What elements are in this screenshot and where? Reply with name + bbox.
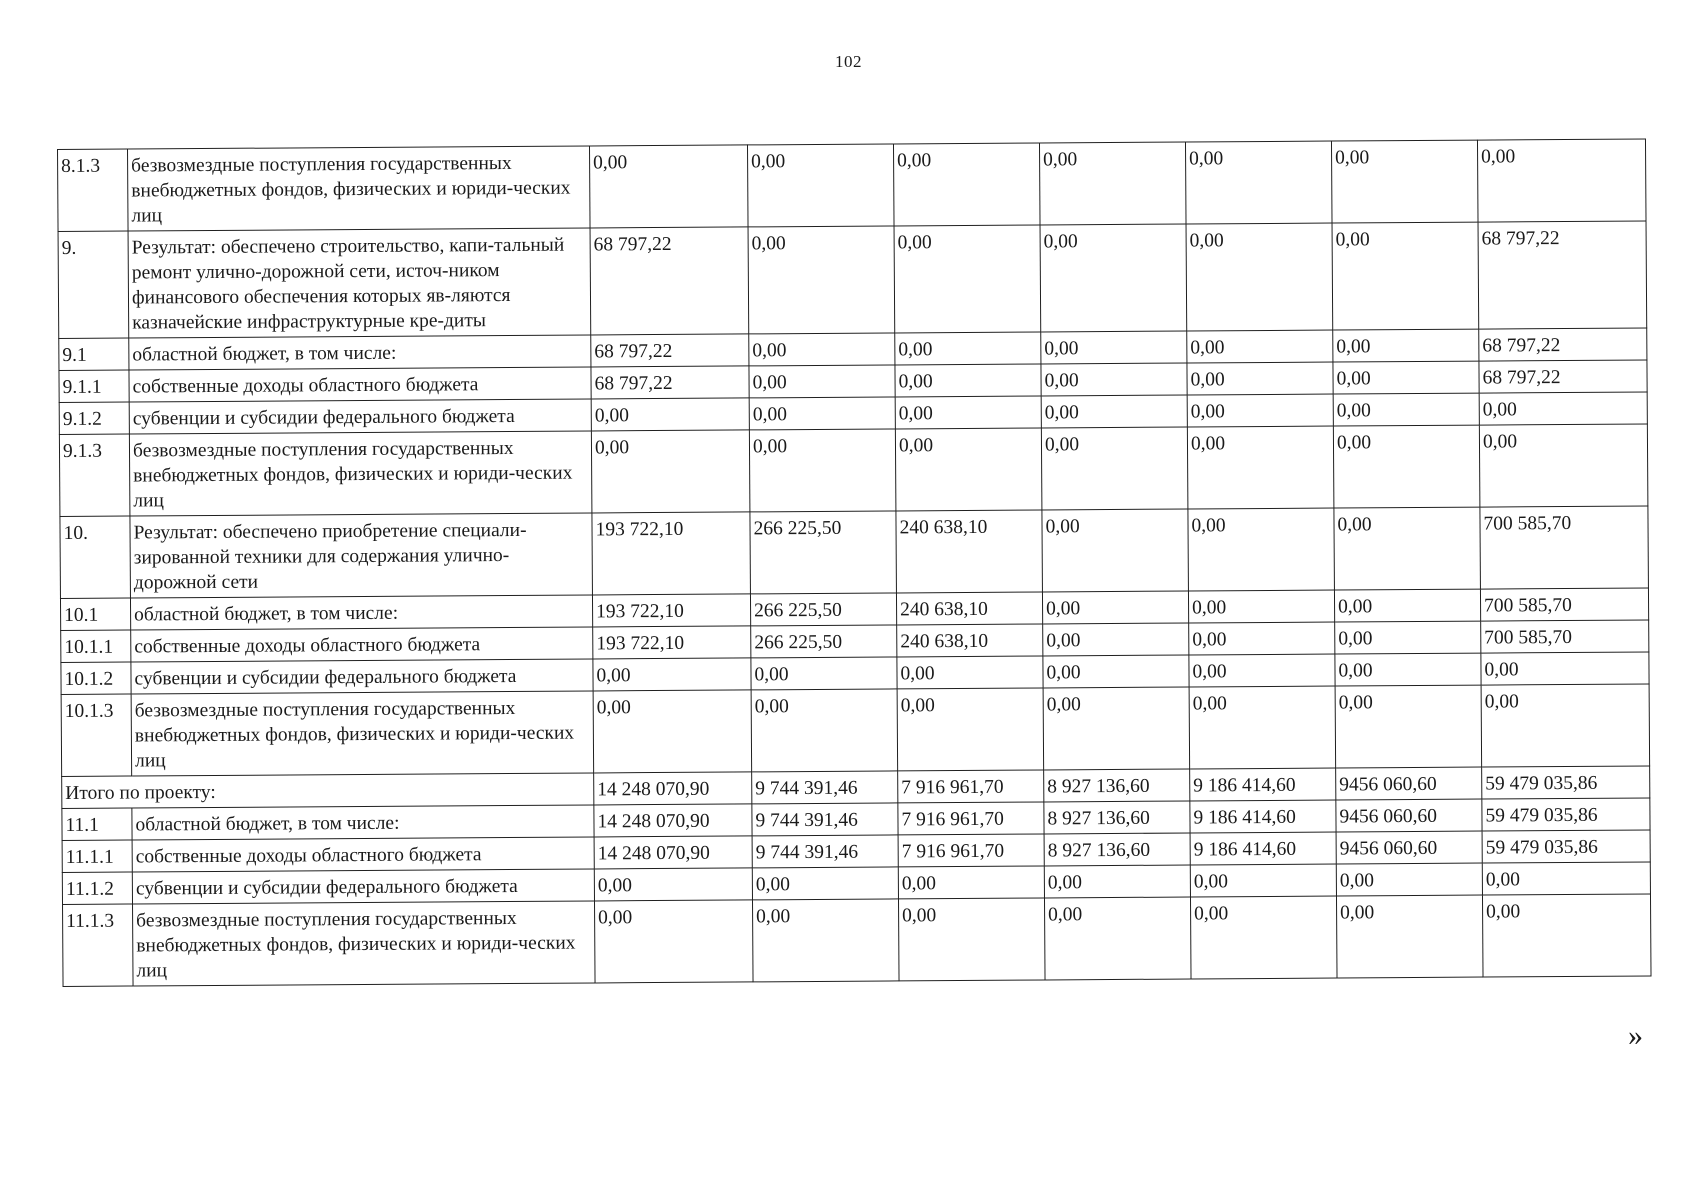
- row-value: 8 927 136,60: [1044, 801, 1190, 834]
- row-code: 11.1: [62, 808, 132, 840]
- row-code: 8.1.3: [58, 149, 129, 231]
- row-code: 10.1.2: [61, 662, 131, 694]
- row-value: 240 638,10: [896, 510, 1043, 593]
- total-value: 9 744 391,46: [752, 771, 898, 804]
- total-label: Итого по проекту:: [62, 773, 594, 809]
- row-name: безвозмездные поступления государственных внебюджетных фондов, физических и юриди-ческих лиц: [133, 901, 596, 986]
- row-value: 240 638,10: [897, 624, 1043, 657]
- row-value: 0,00: [591, 398, 749, 431]
- row-name: субвенции и субсидии федерального бюджета: [132, 869, 594, 904]
- row-value: 0,00: [897, 656, 1043, 689]
- row-value: 266 225,50: [750, 593, 896, 626]
- row-value: 0,00: [1188, 590, 1334, 623]
- row-value: 700 585,70: [1481, 620, 1649, 653]
- row-value: 0,00: [1482, 862, 1650, 895]
- row-name: безвозмездные поступления государственных внебюджетных фондов, физических и юриди-ческих лиц: [131, 691, 594, 776]
- row-value: 0,00: [1336, 895, 1483, 978]
- row-value: 0,00: [1482, 894, 1651, 977]
- row-value: 193 722,10: [592, 512, 751, 595]
- row-value: 8 927 136,60: [1044, 833, 1190, 866]
- row-value: 0,00: [1335, 621, 1481, 654]
- row-value: 0,00: [1189, 622, 1335, 655]
- row-value: 0,00: [1189, 686, 1336, 769]
- row-value: 7 916 961,70: [898, 834, 1044, 867]
- total-value: 59 479 035,86: [1482, 766, 1650, 799]
- row-value: 0,00: [1333, 393, 1479, 426]
- row-value: 0,00: [1481, 684, 1650, 767]
- row-value: 0,00: [894, 225, 1041, 333]
- row-value: 0,00: [895, 332, 1041, 365]
- table-row: [58, 221, 1647, 339]
- table-row: [58, 139, 1647, 232]
- table-body: [58, 139, 1652, 987]
- row-value: 0,00: [594, 900, 753, 983]
- row-code: 9.1.2: [59, 402, 129, 434]
- row-value: 193 722,10: [593, 626, 751, 659]
- total-value: 7 916 961,70: [898, 770, 1044, 803]
- row-value: 0,00: [1041, 395, 1187, 428]
- table-row: [59, 424, 1648, 517]
- row-value: 9 744 391,46: [752, 835, 898, 868]
- row-value: 0,00: [895, 396, 1041, 429]
- row-value: 9 186 414,60: [1190, 800, 1336, 833]
- row-value: 0,00: [1190, 896, 1337, 979]
- row-code: 11.1.2: [62, 872, 132, 904]
- row-value: 0,00: [1042, 591, 1188, 624]
- row-value: 0,00: [1043, 655, 1189, 688]
- row-value: 0,00: [1190, 864, 1336, 897]
- total-value: 9 186 414,60: [1190, 768, 1336, 801]
- row-value: 0,00: [1185, 141, 1332, 224]
- row-value: 68 797,22: [1479, 328, 1647, 361]
- row-value: 0,00: [752, 899, 899, 982]
- closing-quote-mark: »: [1628, 1019, 1643, 1052]
- row-code: 11.1.1: [62, 840, 132, 872]
- row-value: 0,00: [1188, 508, 1335, 591]
- row-value: 9456 060,60: [1336, 799, 1482, 832]
- total-value: 9456 060,60: [1336, 767, 1482, 800]
- row-value: 0,00: [1043, 687, 1190, 770]
- row-code: 10.1: [60, 598, 130, 630]
- row-value: 0,00: [752, 867, 898, 900]
- row-value: 0,00: [748, 226, 895, 334]
- row-value: 9 744 391,46: [752, 803, 898, 836]
- budget-table: [57, 138, 1652, 987]
- row-value: 0,00: [593, 690, 752, 773]
- row-value: 68 797,22: [1478, 221, 1647, 329]
- row-value: 0,00: [893, 143, 1040, 226]
- row-value: 0,00: [1477, 139, 1646, 222]
- row-value: 0,00: [751, 689, 898, 772]
- row-value: 0,00: [1479, 392, 1647, 425]
- row-value: 0,00: [1334, 589, 1480, 622]
- row-value: 0,00: [594, 868, 752, 901]
- row-name: собственные доходы областного бюджета: [132, 837, 594, 872]
- row-value: 0,00: [897, 688, 1044, 771]
- row-name: областной бюджет, в том числе:: [130, 595, 592, 630]
- row-value: 0,00: [593, 658, 751, 691]
- row-code: 11.1.3: [63, 904, 134, 986]
- row-value: 0,00: [1187, 362, 1333, 395]
- row-value: 0,00: [749, 333, 895, 366]
- row-value: 0,00: [1186, 223, 1333, 331]
- row-value: 59 479 035,86: [1482, 830, 1650, 863]
- row-name: Результат: обеспечено строительство, капи-тальный ремонт улично-дорожной сети, источ-ником финансового обеспечения которых яв-ляются казначейские инфраструктурные кре-диты: [128, 228, 591, 338]
- row-value: 14 248 070,90: [594, 836, 752, 869]
- row-value: 68 797,22: [591, 366, 749, 399]
- row-value: 0,00: [1189, 654, 1335, 687]
- row-value: 700 585,70: [1480, 588, 1648, 621]
- row-name: Результат: обеспечено приобретение специали-зированной техники для содержания улично-дорожной сети: [130, 513, 593, 598]
- row-value: 0,00: [591, 430, 750, 513]
- row-value: 0,00: [1334, 507, 1481, 590]
- row-value: 9456 060,60: [1336, 831, 1482, 864]
- row-name: областной бюджет, в том числе:: [129, 335, 591, 370]
- row-value: 0,00: [898, 898, 1045, 981]
- row-value: 0,00: [1333, 425, 1480, 508]
- total-value: 8 927 136,60: [1044, 769, 1190, 802]
- row-name: областной бюджет, в том числе:: [132, 805, 594, 840]
- row-value: 0,00: [1044, 897, 1191, 980]
- row-value: 266 225,50: [751, 625, 897, 658]
- row-value: 0,00: [898, 866, 1044, 899]
- row-value: 68 797,22: [590, 227, 749, 335]
- table-row: [60, 506, 1649, 599]
- row-value: 0,00: [1335, 653, 1481, 686]
- row-value: 0,00: [1187, 330, 1333, 363]
- row-value: 0,00: [1043, 623, 1189, 656]
- row-value: 0,00: [1040, 224, 1187, 332]
- total-value: 14 248 070,90: [594, 772, 752, 805]
- row-value: 193 722,10: [592, 594, 750, 627]
- table-row: [61, 684, 1650, 777]
- row-value: 0,00: [1039, 142, 1186, 225]
- row-code: 10.1.3: [61, 694, 132, 776]
- row-value: 700 585,70: [1480, 506, 1649, 589]
- row-value: 0,00: [1331, 140, 1478, 223]
- row-value: 9 186 414,60: [1190, 832, 1336, 865]
- row-name: безвозмездные поступления государственных внебюджетных фондов, физических и юриди-ческих лиц: [129, 431, 592, 516]
- row-name: собственные доходы областного бюджета: [131, 627, 593, 662]
- row-value: 68 797,22: [591, 334, 749, 367]
- row-value: 0,00: [1041, 427, 1188, 510]
- row-value: 240 638,10: [896, 592, 1042, 625]
- row-value: 0,00: [1044, 865, 1190, 898]
- row-value: 0,00: [749, 397, 895, 430]
- row-value: 0,00: [895, 364, 1041, 397]
- row-value: 0,00: [1042, 509, 1189, 592]
- row-value: 266 225,50: [750, 511, 897, 594]
- row-value: 7 916 961,70: [898, 802, 1044, 835]
- row-value: 0,00: [1333, 361, 1479, 394]
- row-value: 68 797,22: [1479, 360, 1647, 393]
- row-code: 9.: [58, 231, 129, 338]
- row-name: субвенции и субсидии федерального бюджета: [129, 399, 591, 434]
- row-value: 14 248 070,90: [594, 804, 752, 837]
- row-value: 59 479 035,86: [1482, 798, 1650, 831]
- row-value: 0,00: [1336, 863, 1482, 896]
- row-code: 10.1.1: [61, 630, 131, 662]
- row-value: 0,00: [1333, 329, 1479, 362]
- row-value: 0,00: [1479, 424, 1648, 507]
- row-value: 0,00: [1041, 331, 1187, 364]
- page-number: 102: [835, 52, 862, 71]
- row-code: 9.1.3: [59, 434, 130, 516]
- row-value: 0,00: [747, 144, 894, 227]
- row-name: субвенции и субсидии федерального бюджета: [131, 659, 593, 694]
- row-value: 0,00: [1335, 685, 1482, 768]
- row-code: 9.1: [59, 338, 129, 370]
- row-name: собственные доходы областного бюджета: [129, 367, 591, 402]
- table-row: [63, 894, 1652, 987]
- row-code: 10.: [60, 516, 131, 598]
- row-value: 0,00: [1041, 363, 1187, 396]
- row-code: 9.1.1: [59, 370, 129, 402]
- row-value: 0,00: [749, 365, 895, 398]
- row-value: 0,00: [749, 429, 896, 512]
- row-value: 0,00: [1187, 394, 1333, 427]
- row-value: 0,00: [1481, 652, 1649, 685]
- row-value: 0,00: [895, 428, 1042, 511]
- row-name: безвозмездные поступления государственных внебюджетных фондов, физических и юриди-ческих лиц: [128, 146, 591, 231]
- row-value: 0,00: [1187, 426, 1334, 509]
- row-value: 0,00: [589, 145, 748, 228]
- row-value: 0,00: [1332, 222, 1479, 330]
- row-value: 0,00: [751, 657, 897, 690]
